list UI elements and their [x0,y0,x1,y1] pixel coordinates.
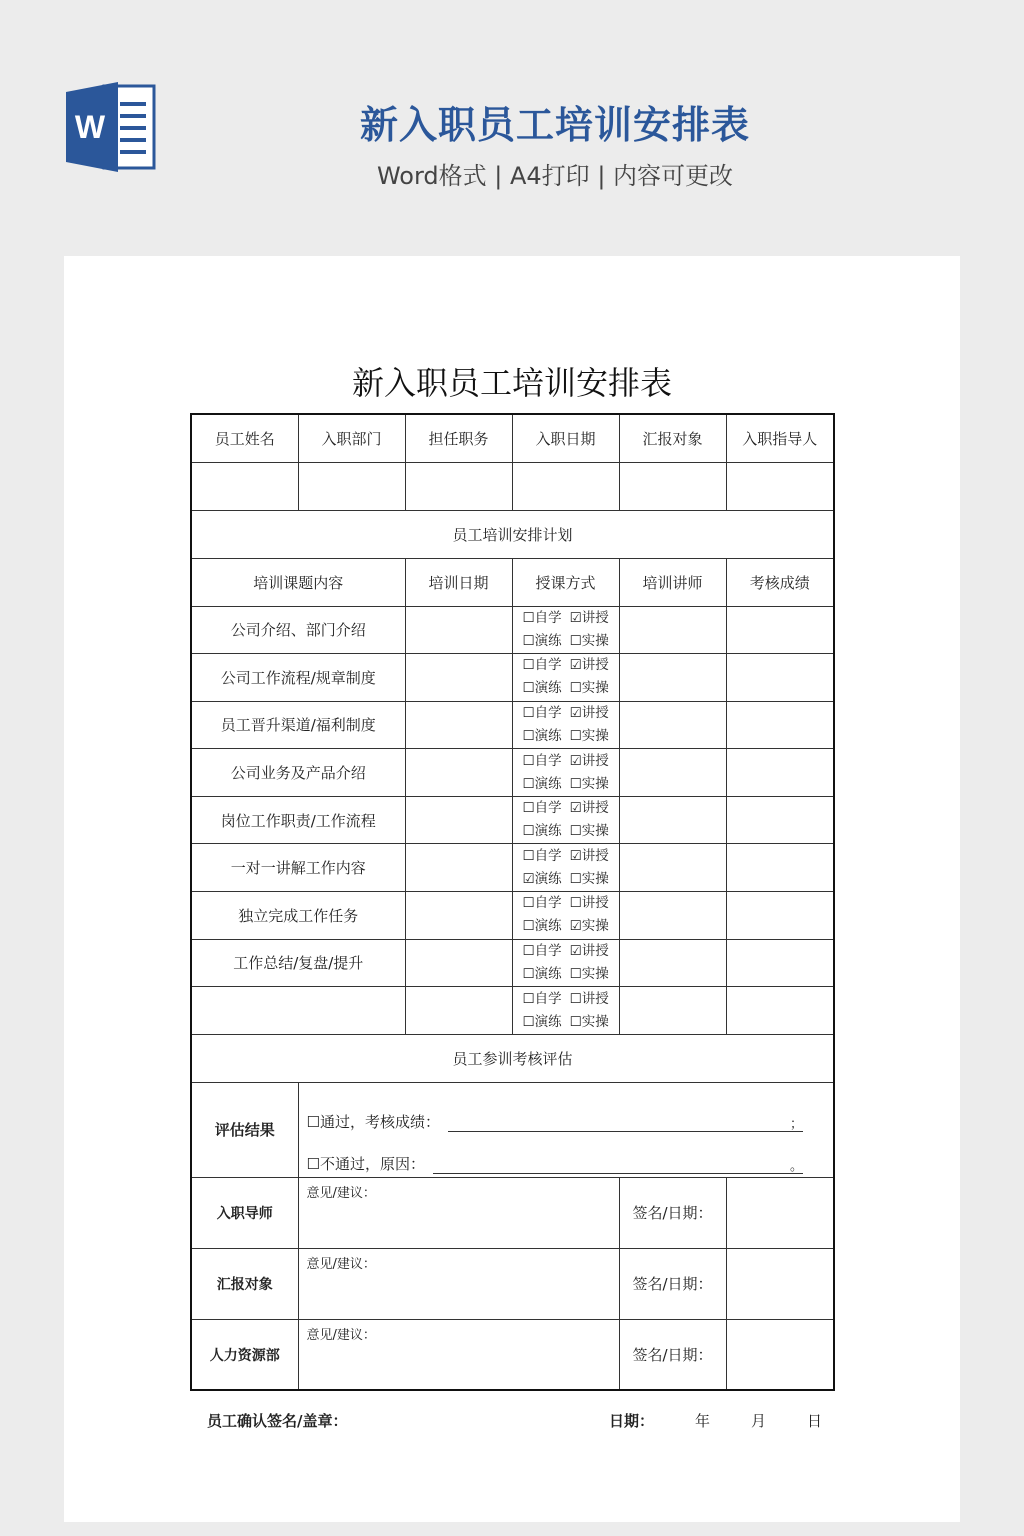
mode-label: 实操 [581,632,609,649]
mentor-field[interactable] [726,462,834,510]
mode-label: 自学 [534,942,562,959]
eval-result-row [191,1082,834,1177]
mode-checkbox[interactable] [523,868,566,891]
checkbox-mark[interactable]: ☑ [569,847,582,864]
mode-checkbox[interactable] [523,750,566,773]
mode-line [523,630,619,653]
mode-checkbox[interactable] [523,940,566,963]
checkbox-mark[interactable]: ☐ [522,823,535,840]
checkbox-mark[interactable]: ☐ [522,990,535,1007]
score-field[interactable] [726,606,834,654]
mode-label: 演练 [534,823,562,840]
signature-date-label: 签名/日期： [619,1319,726,1390]
mode-checkbox[interactable] [570,820,613,843]
mode-label: 讲授 [581,990,609,1007]
signature-field[interactable] [726,1177,834,1248]
mode-checkbox[interactable] [523,963,566,986]
checkbox-mark[interactable]: ☐ [522,704,535,721]
reason-underline[interactable] [433,1155,803,1174]
mode-label: 自学 [534,800,562,817]
info-value-row [191,462,834,510]
checkbox-mark[interactable]: ☐ [569,990,582,1007]
score-field[interactable] [726,939,834,987]
mode-label: 实操 [581,965,609,982]
score-field[interactable] [726,701,834,749]
plan-header: 授课方式 [512,558,619,606]
mode-label: 讲授 [581,704,609,721]
mode-label: 实操 [581,775,609,792]
training-date-field[interactable] [405,606,512,654]
department-field[interactable] [298,462,405,510]
checkbox-mark[interactable]: ☑ [569,609,582,626]
banner-title: 新入职员工培训安排表 [359,103,750,147]
mode-label: 自学 [534,895,562,912]
plan-row [191,606,834,654]
plan-topic: 公司业务及产品介绍 [191,749,405,797]
mode-label: 演练 [534,1013,562,1030]
teaching-mode [512,987,619,1035]
mode-line [523,940,619,963]
employee-name-field[interactable] [191,462,298,510]
plan-row [191,654,834,702]
training-date-field[interactable] [405,987,512,1035]
teaching-mode [512,844,619,892]
checkbox-mark[interactable]: ☐ [569,823,582,840]
svg-text:W: W [74,109,106,145]
eval-section-title: 员工参训考核评估 [191,1034,834,1082]
plan-row [191,844,834,892]
eval-section-row [191,1034,834,1082]
checkbox-mark[interactable]: ☐ [522,632,535,649]
mode-label: 自学 [534,847,562,864]
mode-checkbox[interactable] [570,750,613,773]
mode-line [523,915,619,938]
checkbox-mark[interactable]: ☐ [569,870,582,887]
trainer-field[interactable] [619,939,726,987]
review-row [191,1248,834,1319]
checkbox-mark[interactable]: ☐ [569,1013,582,1030]
plan-rows [191,606,834,1034]
teaching-mode [512,701,619,749]
mode-checkbox[interactable] [570,963,613,986]
teaching-mode [512,749,619,797]
plan-header-row [191,558,834,606]
mode-line [523,654,619,677]
plan-header: 培训讲师 [619,558,726,606]
mode-checkbox[interactable] [523,725,566,748]
eval-label: 评估结果 [191,1082,298,1177]
mode-label: 演练 [534,918,562,935]
mode-label: 自学 [534,657,562,674]
opinion-label: 意见/建议： [306,1256,376,1272]
eval-pass-option[interactable]: ☐通过，考核成绩： [306,1112,440,1131]
opinion-label: 意见/建议： [306,1327,376,1343]
teaching-mode [512,892,619,940]
training-date-field[interactable] [405,654,512,702]
plan-section-row [191,510,834,558]
mode-label: 演练 [534,632,562,649]
mode-checkbox[interactable] [570,915,613,938]
opinion-field[interactable] [298,1319,619,1390]
plan-topic: 独立完成工作任务 [191,892,405,940]
mode-label: 自学 [534,609,562,626]
mode-line [523,725,619,748]
trainer-field[interactable] [619,749,726,797]
training-date-field[interactable] [405,749,512,797]
word-icon [64,82,156,172]
checkbox-mark[interactable]: ☑ [569,657,582,674]
mode-label: 讲授 [581,942,609,959]
plan-topic: 岗位工作职责/工作流程 [191,796,405,844]
mode-label: 演练 [534,870,562,887]
checkbox-mark[interactable]: ☐ [522,680,535,697]
checkbox-mark[interactable]: ☐ [569,727,582,744]
checkbox-mark[interactable]: ☑ [522,870,535,887]
mode-label: 自学 [534,990,562,1007]
mode-checkbox[interactable] [523,1011,566,1034]
eval-options [298,1082,834,1177]
plan-row [191,701,834,749]
mode-checkbox[interactable] [570,1011,613,1034]
review-row [191,1319,834,1390]
report-to-field[interactable] [619,462,726,510]
day-label: 日 [807,1412,823,1430]
reviewer-label: 入职导师 [191,1177,298,1248]
training-date-field[interactable] [405,701,512,749]
plan-header: 考核成绩 [726,558,834,606]
mode-checkbox[interactable] [570,940,613,963]
mode-label: 演练 [534,680,562,697]
plan-topic [191,987,405,1035]
checkbox-mark[interactable]: ☐ [522,800,535,817]
mode-line [523,868,619,891]
mode-checkbox[interactable] [570,607,613,630]
mode-label: 实操 [581,1013,609,1030]
checkbox-mark[interactable]: ☐ [569,895,582,912]
score-field[interactable] [726,654,834,702]
plan-row [191,749,834,797]
checkbox-mark[interactable]: ☐ [569,632,582,649]
info-header: 员工姓名 [191,414,298,462]
mode-label: 实操 [581,680,609,697]
mode-label: 实操 [581,823,609,840]
mode-checkbox[interactable] [523,892,566,915]
info-header-row [191,414,834,462]
teaching-mode [512,654,619,702]
document-title: 新入职员工培训安排表 [351,364,672,402]
checkbox-mark[interactable]: ☐ [522,752,535,769]
review-rows [191,1177,834,1390]
mode-checkbox[interactable] [523,654,566,677]
mode-checkbox[interactable] [523,702,566,725]
trainer-field[interactable] [619,844,726,892]
mode-label: 讲授 [581,847,609,864]
year-label: 年 [695,1412,711,1430]
training-date-field[interactable] [405,892,512,940]
checkbox-mark[interactable]: ☑ [569,752,582,769]
mode-line [523,1011,619,1034]
mode-checkbox[interactable] [523,677,566,700]
plan-topic: 公司工作流程/规章制度 [191,654,405,702]
confirm-signature-label: 员工确认签名/盖章： [207,1412,348,1430]
checkbox-mark[interactable]: ☐ [522,965,535,982]
score-field[interactable] [726,987,834,1035]
checkbox-mark[interactable]: ☐ [522,727,535,744]
mode-label: 讲授 [581,609,609,626]
reviewer-label: 汇报对象 [191,1248,298,1319]
mode-checkbox[interactable] [570,892,613,915]
teaching-mode [512,796,619,844]
opinion-label: 意见/建议： [306,1185,376,1201]
plan-row [191,796,834,844]
plan-topic: 工作总结/复盘/提升 [191,939,405,987]
mode-checkbox[interactable] [523,630,566,653]
mode-checkbox[interactable] [523,845,566,868]
signature-field[interactable] [726,1248,834,1319]
mode-line [523,797,619,820]
mode-checkbox[interactable] [570,797,613,820]
mode-line [523,677,619,700]
mode-label: 实操 [581,870,609,887]
checkbox-mark[interactable]: ☑ [569,918,582,935]
plan-row [191,939,834,987]
eval-fail-line[interactable] [307,1132,834,1174]
mode-checkbox[interactable] [523,607,566,630]
footer [207,1410,827,1431]
checkbox-mark[interactable]: ☐ [522,942,535,959]
score-field[interactable] [726,796,834,844]
pass-end-mark: ； [789,1116,803,1132]
position-field[interactable] [405,462,512,510]
score-field[interactable] [726,892,834,940]
mode-label: 演练 [534,727,562,744]
mode-label: 实操 [581,727,609,744]
mode-label: 讲授 [581,657,609,674]
footer-date [609,1410,827,1431]
banner [0,0,1024,255]
info-header: 入职指导人 [726,414,834,462]
plan-topic: 员工晋升渠道/福利制度 [191,701,405,749]
mode-line [523,892,619,915]
checkbox-mark[interactable]: ☐ [522,1013,535,1030]
info-header: 入职部门 [298,414,405,462]
checkbox-mark[interactable]: ☑ [569,942,582,959]
mode-checkbox[interactable] [570,868,613,891]
training-form [190,413,835,1391]
opinion-field[interactable] [298,1177,619,1248]
teaching-mode [512,606,619,654]
mode-checkbox[interactable] [570,845,613,868]
training-date-field[interactable] [405,939,512,987]
mode-checkbox[interactable] [570,677,613,700]
mode-label: 自学 [534,752,562,769]
mode-checkbox[interactable] [523,797,566,820]
checkbox-mark[interactable]: ☐ [569,775,582,792]
plan-header: 培训课题内容 [191,558,405,606]
trainer-field[interactable] [619,796,726,844]
reviewer-label: 人力资源部 [191,1319,298,1390]
plan-topic: 一对一讲解工作内容 [191,844,405,892]
checkbox-mark[interactable]: ☐ [569,965,582,982]
hire-date-field[interactable] [512,462,619,510]
mode-checkbox[interactable] [570,702,613,725]
mode-checkbox[interactable] [570,988,613,1011]
teaching-mode [512,939,619,987]
plan-topic: 公司介绍、部门介绍 [191,606,405,654]
mode-line [523,773,619,796]
mode-checkbox[interactable] [523,988,566,1011]
mode-line [523,963,619,986]
opinion-field[interactable] [298,1248,619,1319]
checkbox-mark[interactable]: ☐ [522,775,535,792]
mode-label: 自学 [534,704,562,721]
checkbox-mark[interactable]: ☐ [522,657,535,674]
checkbox-mark[interactable]: ☑ [569,704,582,721]
checkbox-mark[interactable]: ☐ [522,847,535,864]
mode-checkbox[interactable] [570,725,613,748]
checkbox-mark[interactable]: ☐ [569,680,582,697]
checkbox-mark[interactable]: ☑ [569,800,582,817]
plan-row [191,987,834,1035]
trainer-field[interactable] [619,987,726,1035]
checkbox-mark[interactable]: ☐ [522,918,535,935]
training-date-field[interactable] [405,844,512,892]
review-row [191,1177,834,1248]
banner-subtitle: Word格式 | A4打印 | 内容可更改 [376,162,734,190]
mode-label: 讲授 [581,752,609,769]
fail-end-mark: 。 [789,1158,803,1174]
date-label: 日期： [609,1412,655,1430]
checkbox-mark[interactable]: ☐ [522,895,535,912]
mode-line [523,988,619,1011]
mode-label: 讲授 [581,895,609,912]
checkbox-mark[interactable]: ☐ [522,609,535,626]
mode-checkbox[interactable] [570,773,613,796]
eval-pass-line[interactable] [307,1086,834,1132]
mode-checkbox[interactable] [523,820,566,843]
score-underline[interactable] [448,1113,803,1132]
mode-checkbox[interactable] [523,773,566,796]
mode-label: 讲授 [581,800,609,817]
mode-label: 演练 [534,775,562,792]
mode-checkbox[interactable] [570,654,613,677]
training-date-field[interactable] [405,796,512,844]
trainer-field[interactable] [619,606,726,654]
mode-label: 实操 [581,918,609,935]
mode-line [523,820,619,843]
month-label: 月 [751,1412,767,1430]
trainer-field[interactable] [619,654,726,702]
mode-line [523,702,619,725]
info-header: 入职日期 [512,414,619,462]
mode-line [523,750,619,773]
score-field[interactable] [726,844,834,892]
mode-checkbox[interactable] [523,915,566,938]
signature-date-label: 签名/日期： [619,1248,726,1319]
mode-line [523,845,619,868]
mode-label: 演练 [534,965,562,982]
info-header: 担任职务 [405,414,512,462]
plan-header: 培训日期 [405,558,512,606]
signature-field[interactable] [726,1319,834,1390]
signature-date-label: 签名/日期： [619,1177,726,1248]
eval-fail-option[interactable]: ☐不通过，原因： [306,1154,425,1173]
mode-checkbox[interactable] [570,630,613,653]
mode-line [523,607,619,630]
plan-row [191,892,834,940]
trainer-field[interactable] [619,701,726,749]
plan-section-title: 员工培训安排计划 [191,510,834,558]
info-header: 汇报对象 [619,414,726,462]
trainer-field[interactable] [619,892,726,940]
score-field[interactable] [726,749,834,797]
